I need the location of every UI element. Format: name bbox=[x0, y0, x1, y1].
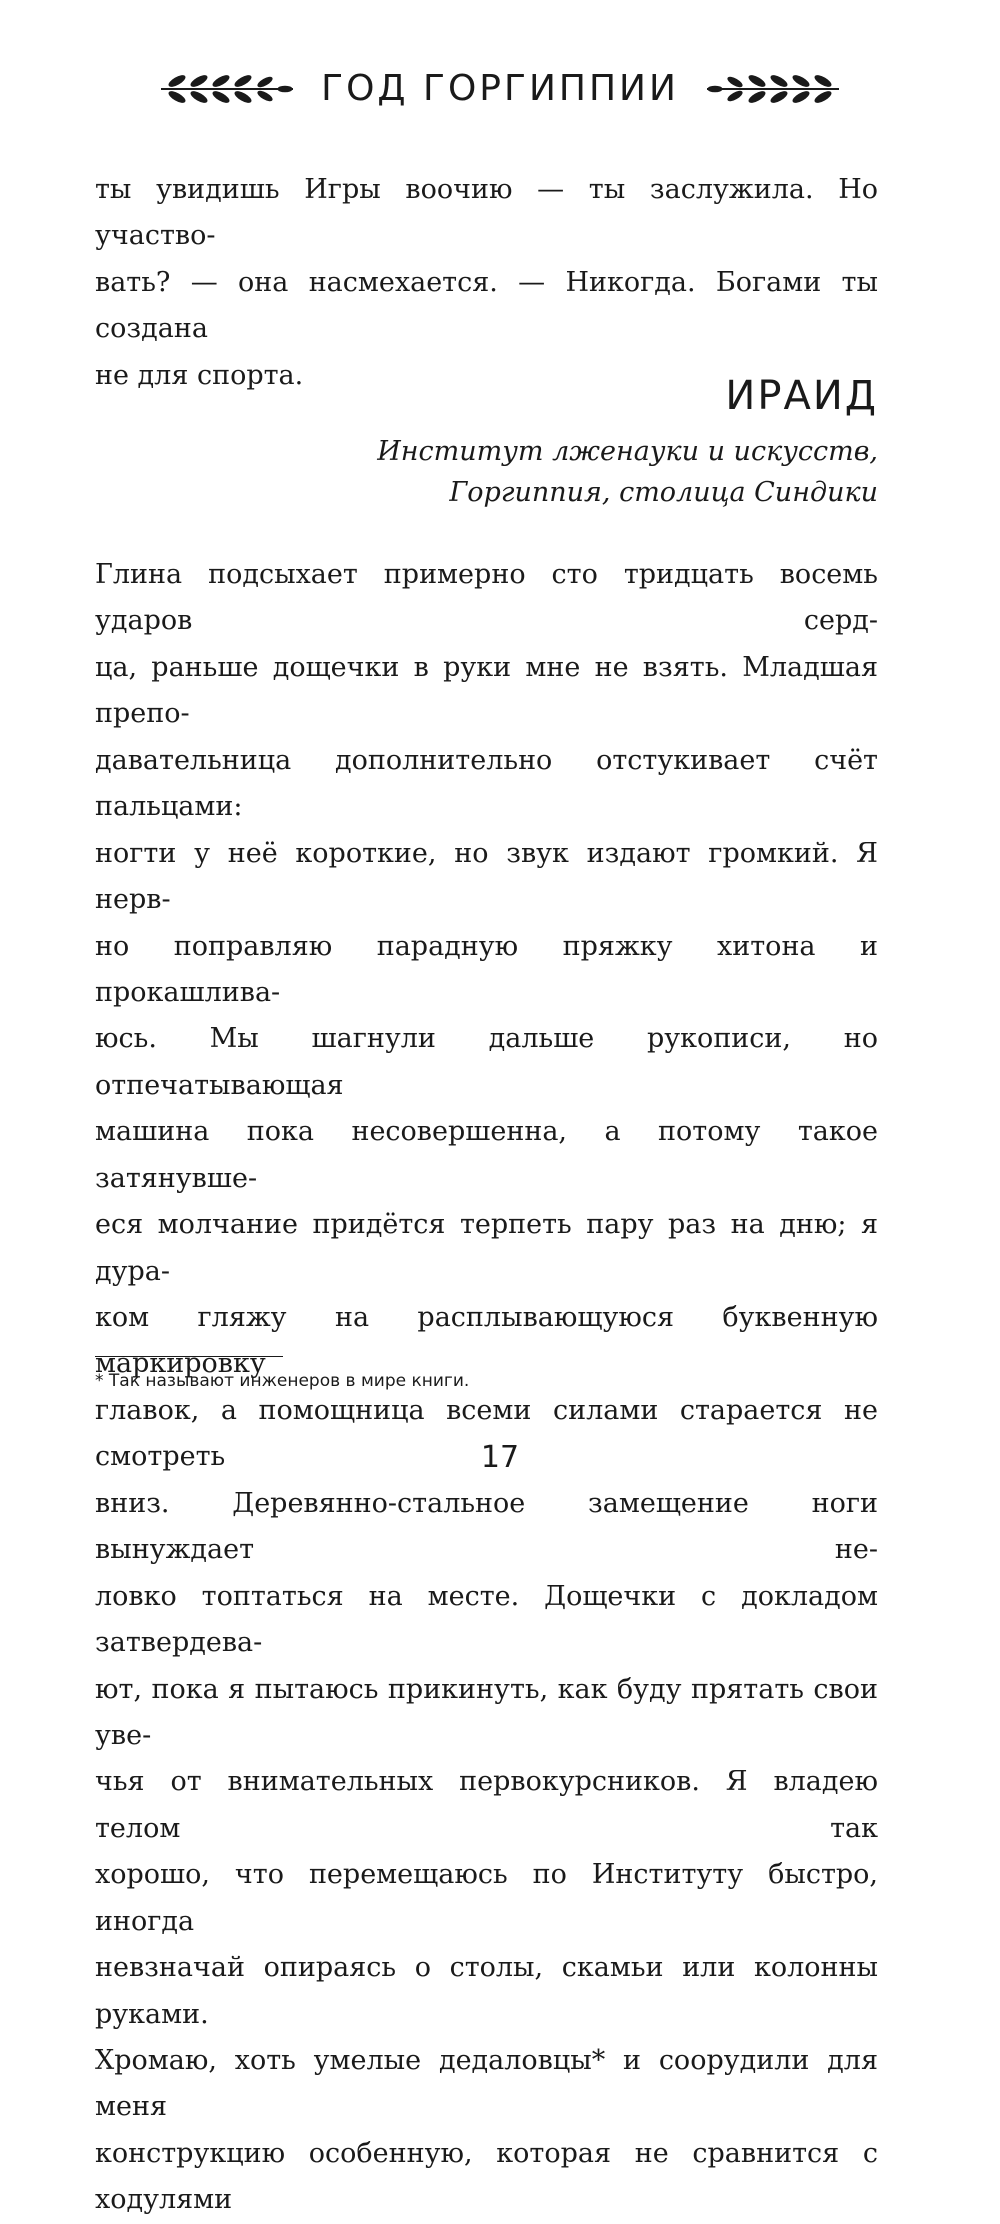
text-line: еся молчание придётся терпеть пару раз на дню; я дура- bbox=[95, 1209, 878, 1287]
text-line: ют, пока я пытаюсь прикинуть, как буду прятать свои уве- bbox=[95, 1673, 878, 1751]
text-line: юсь. Мы шагнули дальше рукописи, но отпечатывающая bbox=[95, 1023, 878, 1101]
text-line: ногти у неё короткие, но звук издают громкий. Я нерв- bbox=[95, 837, 878, 916]
running-head bbox=[0, 58, 1000, 120]
text-line: давательница дополнительно отстукивает счёт пальцами: bbox=[95, 744, 878, 823]
chapter-location bbox=[377, 432, 878, 513]
text-line: вниз. Деревянно-стальное замещение ноги вынуждает не- bbox=[95, 1487, 878, 1566]
text-line: но поправляю парадную пряжку хитона и прокашлива- bbox=[95, 930, 878, 1008]
laurel-branch-icon bbox=[159, 69, 295, 109]
text-line: Глина подсыхает примерно сто тридцать восемь ударов серд- bbox=[95, 559, 878, 637]
chapter-title: ИРАИД bbox=[725, 373, 878, 419]
text-line: главок, а помощница всеми силами старается не смотреть bbox=[95, 1394, 878, 1473]
text-line: Хромаю, хоть умелые дедаловцы* и соорудили для меня bbox=[95, 2045, 878, 2123]
chapter-location-line: Институт лженауки и искусств, bbox=[377, 436, 878, 467]
text-line: ловко топтаться на месте. Дощечки с докладом затвердева- bbox=[95, 1580, 878, 1659]
text-line: машина пока несовершенна, а потому такое затянувше- bbox=[95, 1116, 878, 1194]
footnote: * Так называют инженеров в мире книги. bbox=[95, 1371, 470, 1391]
page-number: 17 bbox=[480, 1440, 520, 1475]
text-line: ца, раньше дощечки в руки мне не взять. Младшая препо- bbox=[95, 651, 878, 730]
text-line: ты увидишь Игры воочию — ты заслужила. Но участво- bbox=[95, 174, 878, 252]
running-title: ГОД ГОРГИППИИ bbox=[321, 68, 679, 109]
chapter-location-line: Горгиппия, столица Синдики bbox=[449, 476, 878, 508]
text-line: вать? — она насмехается. — Никогда. Богами ты создана bbox=[95, 266, 878, 345]
chapter-heading bbox=[377, 372, 878, 513]
footnote-divider bbox=[95, 1356, 283, 1357]
text-line: невзначай опираясь о столы, скамьи или колонны руками. bbox=[95, 1952, 878, 2030]
text-line: конструкцию особенную, которая не сравнится с ходулями bbox=[95, 2137, 878, 2216]
text-line: хорошо, что перемещаюсь по Институту быстро, иногда bbox=[95, 1859, 878, 1937]
intro-paragraph bbox=[95, 167, 878, 399]
laurel-branch-icon bbox=[705, 69, 841, 109]
text-line: чья от внимательных первокурсников. Я владею телом так bbox=[95, 1766, 878, 1844]
text-line: ком гляжу на расплывающуюся буквенную маркировку bbox=[95, 1302, 878, 1380]
text-line: не для спорта. bbox=[95, 359, 304, 391]
